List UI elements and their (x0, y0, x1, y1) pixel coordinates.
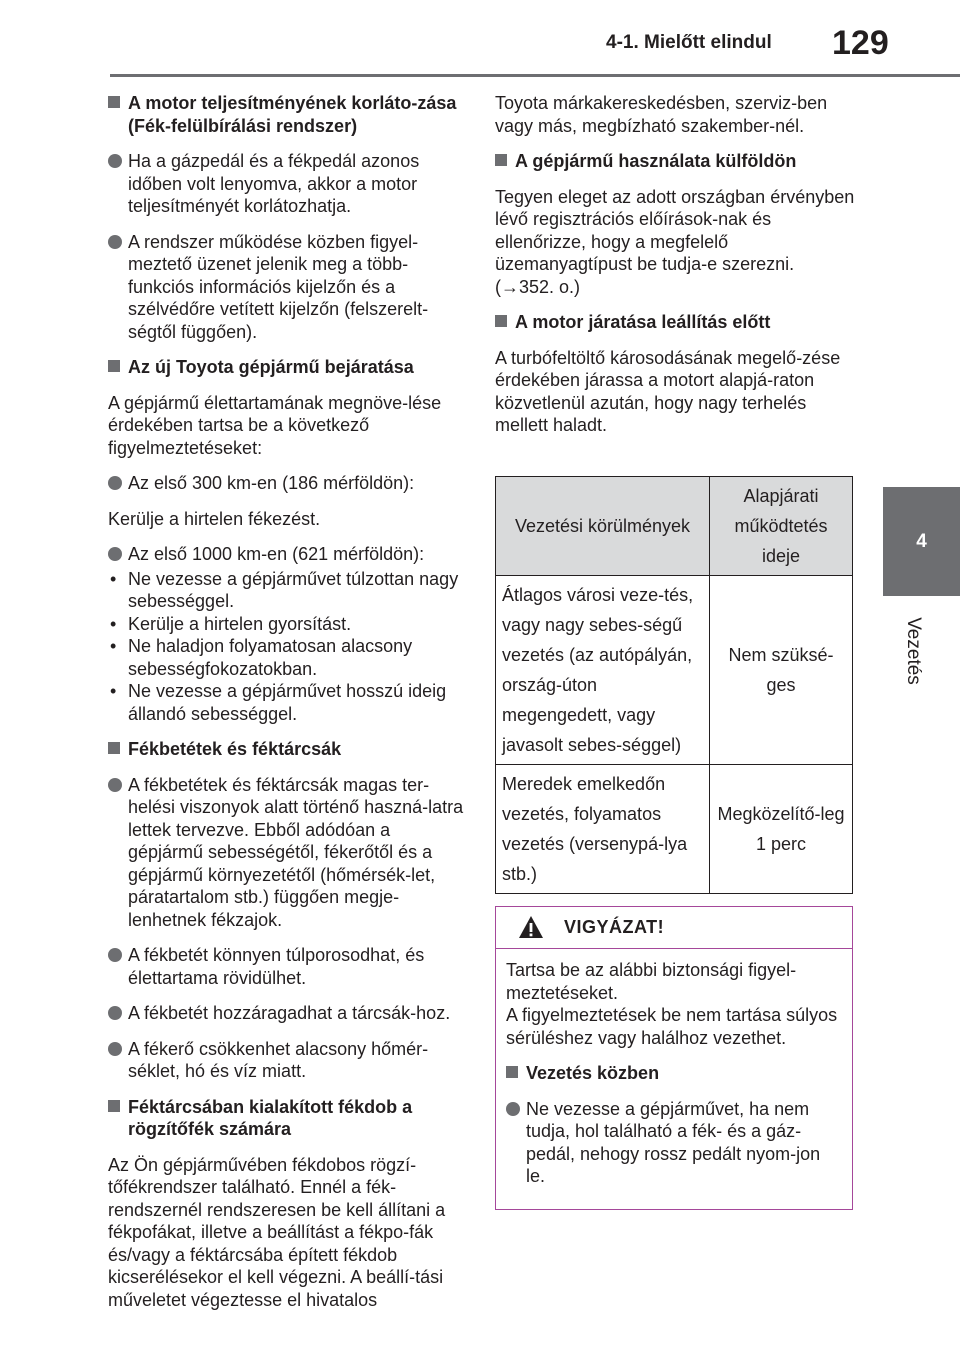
square-bullet-icon (108, 360, 120, 372)
heading-text: Féktárcsában kialakított fékdob a rögzítőfék számára (128, 1096, 413, 1139)
circle-bullet-icon (108, 948, 122, 962)
square-bullet-icon (495, 315, 507, 327)
page-reference[interactable]: 352. o.) (519, 276, 581, 297)
bullet-text: A fékerő csökkenhet alacsony hőmér-séklet, hó és víz miatt. (128, 1038, 429, 1081)
dot-marker: • (110, 636, 117, 656)
sub-bullet (108, 613, 466, 636)
dot-marker: • (110, 613, 117, 634)
bullet-text: Az első 300 km-en (186 mérföldön): (128, 473, 415, 493)
bullet-text: A fékbetét hozzáragadhat a tárcsák-hoz. (128, 1003, 451, 1023)
bullet-item (108, 944, 466, 989)
chapter-tab (883, 487, 960, 596)
bullet-item (108, 1002, 466, 1025)
section-heading (108, 1096, 466, 1141)
heading-text: Fékbetétek és féktárcsák (128, 739, 342, 759)
table-header-cell: Vezetési körülmények (496, 477, 710, 576)
dot-marker: • (110, 681, 117, 701)
sub-bullet-text: Kerülje a hirtelen gyorsítást. (128, 613, 352, 634)
heading-text: A gépjármű használata külföldön (515, 151, 797, 171)
chapter-label-text: Vezetés (903, 617, 924, 685)
section-heading (108, 738, 466, 761)
table-cell: Átlagos városi veze-tés, vagy nagy sebes-ségű vezetés (az autópályán, ország-úton megengedett, vagy javasolt sebes-séggel) (496, 576, 710, 765)
warning-body (496, 949, 852, 1188)
warning-title: VIGYÁZAT! (564, 917, 665, 937)
right-column (495, 92, 855, 450)
bullet-text: A fékbetét könnyen túlporosodhat, és élettartama rövidülhet. (128, 945, 425, 988)
paragraph: Az Ön gépjárművében fékdobos rögzí-tőfékrendszer található. Ennél a fék-rendszernél rendszeresen be kell állítani a fékpofákat, illetve a beállítást a fékpo-fák és/vagy a féktárcsába épített fékdob kicserélésekor el kell végezni. A beállí-tási műveletet végeztesse el hivatalos (108, 1154, 446, 1310)
circle-bullet-icon (506, 1102, 520, 1116)
circle-bullet-icon (108, 235, 122, 249)
bullet-item (506, 1098, 843, 1188)
square-bullet-icon (506, 1066, 518, 1078)
paragraph: Toyota márkakereskedésben, szerviz-ben vagy más, megbízható szakember-nél. (495, 93, 828, 136)
section-heading (108, 356, 466, 379)
bullet-item (108, 231, 466, 344)
paragraph-text: Tegyen eleget az adott országban érvényben lévő regisztrációs előírások-nak és ellenőrizze, hogy a megfelelő üzemanyagtípust be tudja-e szerezni. (495, 186, 855, 274)
sub-bullet-text: Ne vezesse a gépjárművet hosszú ideig állandó sebességgel. (128, 681, 447, 724)
bullet-text: Ne vezesse a gépjárművet, ha nem tudja, hol található a fék- és a gáz-pedál, nehogy rossz pedált nyom-jon le. (526, 1098, 821, 1186)
bullet-item (108, 1038, 466, 1083)
table-cell: Meredek emelkedőn vezetés, folyamatos vezetés (versenypá-lya stb.) (496, 765, 710, 894)
heading-text: A motor járatása leállítás előtt (515, 312, 771, 332)
heading-text: Az új Toyota gépjármű bejáratása (128, 357, 414, 377)
left-column (108, 92, 466, 1324)
section-heading (108, 92, 466, 137)
idle-time-table (495, 476, 853, 894)
warning-box (495, 906, 853, 1210)
section-heading (495, 311, 855, 334)
circle-bullet-icon (108, 476, 122, 490)
heading-text: A motor teljesítményének korláto-zása (Fék-felülbírálási rendszer) (128, 93, 457, 136)
circle-bullet-icon (108, 1042, 122, 1056)
table-row (496, 576, 853, 765)
sub-bullet-text: Ne haladjon folyamatosan alacsony sebességfokozatokban. (128, 636, 413, 679)
header-rule (110, 74, 960, 77)
section-heading (495, 150, 855, 173)
paragraph (495, 186, 855, 299)
paragraph: A gépjármű élettartamának megnöve-lése érdekében tartsa be a következő figyelmeztetéseket: (108, 392, 442, 458)
bullet-text: Ha a gázpedál és a fékpedál azonos időben volt lenyomva, akkor a motor teljesítményét korlátozhatja. (128, 151, 420, 216)
bullet-item (108, 543, 466, 566)
chapter-label (893, 612, 933, 692)
bullet-text: Az első 1000 km-en (621 mérföldön): (128, 544, 425, 564)
circle-bullet-icon (108, 154, 122, 168)
paragraph: A turbófeltöltő károsodásának megelő-zése érdekében járassa a motort alapjá-raton közvetlenül azután, hogy nagy terhelés mellett haladt. (495, 347, 841, 435)
square-bullet-icon (495, 154, 507, 166)
section-heading (506, 1062, 843, 1085)
square-bullet-icon (108, 742, 120, 754)
table-cell: Megközelítő-leg 1 perc (710, 765, 853, 894)
arrow-right-icon: → (501, 276, 519, 297)
square-bullet-icon (108, 1100, 120, 1112)
square-bullet-icon (108, 96, 120, 108)
bullet-item (108, 774, 466, 932)
bullet-item (108, 150, 466, 218)
warning-text: Tartsa be az alábbi biztonsági figyel-meztetéseket. A figyelmeztetések be nem tartása súlyos sérüléshez vagy halálhoz vezethet. (506, 960, 838, 1048)
table-row (496, 765, 853, 894)
warning-header (496, 907, 852, 949)
circle-bullet-icon (108, 778, 122, 792)
heading-text: Vezetés közben (526, 1063, 660, 1083)
bullet-text: A fékbetétek és féktárcsák magas ter-helési viszonyok alatt történő haszná-latra lettek tervezve. Ebből adódóan a gépjármű sebességétől, fékerőtől és a gépjármű környezetétől (hőmérsék-let, páratartalom stb.) függően megje-lenhetnek fékzajok. (128, 774, 464, 930)
table-header-row (496, 477, 853, 576)
table-cell: Nem szüksé-ges (710, 576, 853, 765)
ref-open: ( (495, 276, 501, 297)
dot-marker: • (110, 568, 117, 589)
paragraph: Kerülje a hirtelen fékezést. (108, 508, 321, 529)
sub-bullet (108, 635, 466, 680)
page-number: 129 (832, 24, 889, 62)
section-title: 4-1. Mielőtt elindul (606, 32, 772, 53)
sub-bullet-text: Ne vezesse a gépjárművet túlzottan nagy sebességgel. (128, 568, 459, 611)
bullet-item (108, 472, 466, 495)
warning-triangle-icon (518, 915, 544, 939)
sub-bullet (108, 568, 466, 613)
circle-bullet-icon (108, 547, 122, 561)
sub-bullet (108, 680, 466, 725)
table-header-cell: Alapjárati működtetés ideje (710, 477, 853, 576)
bullet-text: A rendszer működése közben figyel-meztető üzenet jelenik meg a több-funkciós információs kijelzőn és a szélvédőre vetített kijelzőn (felszerelt-ségtől függően). (128, 231, 429, 342)
circle-bullet-icon (108, 1006, 122, 1020)
chapter-number: 4 (916, 531, 927, 552)
